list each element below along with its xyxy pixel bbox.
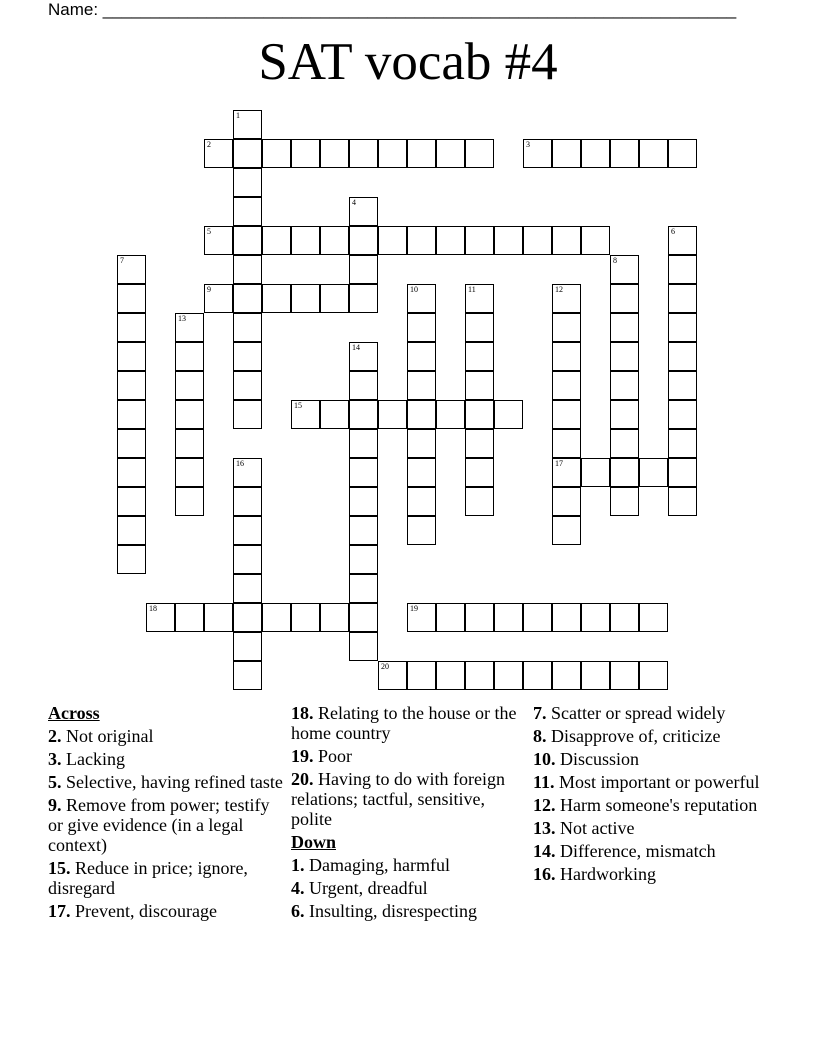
clue-number-label: 7. [533,703,547,723]
clue-item [48,795,284,855]
clue-number: 7 [120,256,124,265]
grid-cell[interactable] [552,371,581,400]
grid-cell[interactable] [552,429,581,458]
clue-number-label: 5. [48,772,62,792]
grid-cell[interactable] [639,458,668,487]
clue-number: 4 [352,198,356,207]
grid-cell[interactable] [291,226,320,255]
grid-cell[interactable] [552,313,581,342]
grid-cell[interactable] [407,516,436,545]
grid-cell[interactable] [233,139,262,168]
grid-cell[interactable] [233,400,262,429]
clue-text: Damaging, harmful [304,855,450,875]
grid-cell[interactable] [175,603,204,632]
grid-cell[interactable] [349,545,378,574]
clue-item [533,703,769,723]
clue-number-label: 1. [291,855,305,875]
grid-cell[interactable] [233,313,262,342]
clue-number-label: 4. [291,878,305,898]
grid-cell[interactable] [436,139,465,168]
clue-item [291,746,527,766]
clue-item [291,769,527,829]
grid-cell[interactable] [668,371,697,400]
grid-cell[interactable] [349,342,378,371]
grid-cell[interactable] [349,429,378,458]
grid-cell[interactable] [175,458,204,487]
grid-cell[interactable] [291,603,320,632]
grid-cell[interactable] [233,545,262,574]
clue-text: Relating to the house or the home country [291,703,517,743]
grid-cell[interactable] [233,110,262,139]
grid-cell[interactable] [117,516,146,545]
clue-number: 20 [381,662,389,671]
grid-cell[interactable] [233,371,262,400]
grid-cell[interactable] [668,226,697,255]
clue-number: 12 [555,285,563,294]
grid-cell[interactable] [117,371,146,400]
grid-cell[interactable] [639,661,668,690]
grid-cell[interactable] [233,458,262,487]
clue-text: Urgent, dreadful [304,878,428,898]
clue-item [48,772,284,792]
grid-cell[interactable] [465,603,494,632]
clue-number-label: 14. [533,841,556,861]
grid-cell[interactable] [610,603,639,632]
clue-text: Scatter or spread widely [546,703,726,723]
clue-item [291,901,527,921]
grid-cell[interactable] [233,255,262,284]
grid-cell[interactable] [262,226,291,255]
grid-cell[interactable] [233,603,262,632]
clue-number-label: 11. [533,772,555,792]
grid-cell[interactable] [407,487,436,516]
clue-item [48,858,284,898]
grid-cell[interactable] [204,284,233,313]
clue-number: 2 [207,140,211,149]
grid-cell[interactable] [407,342,436,371]
grid-cell[interactable] [465,487,494,516]
clue-number: 5 [207,227,211,236]
grid-cell[interactable] [639,139,668,168]
grid-cell[interactable] [668,284,697,313]
grid-cell[interactable] [436,400,465,429]
grid-cell[interactable] [262,139,291,168]
grid-cell[interactable] [407,226,436,255]
grid-cell[interactable] [349,284,378,313]
clue-number: 8 [613,256,617,265]
grid-cell[interactable] [204,603,233,632]
grid-cell[interactable] [494,400,523,429]
clue-text: Difference, mismatch [555,841,716,861]
clue-number: 1 [236,111,240,120]
grid-cell[interactable] [233,197,262,226]
clue-number-label: 16. [533,864,556,884]
grid-cell[interactable] [668,429,697,458]
clue-number-label: 3. [48,749,62,769]
clue-text: Discussion [555,749,640,769]
clue-text: Remove from power; testify or give evidence (in a legal context) [48,795,270,855]
clue-number-label: 13. [533,818,556,838]
clue-column-3 [533,703,769,887]
grid-cell[interactable] [320,400,349,429]
grid-cell[interactable] [552,487,581,516]
grid-cell[interactable] [349,400,378,429]
clue-item [291,878,527,898]
grid-cell[interactable] [552,400,581,429]
grid-cell[interactable] [175,429,204,458]
clue-number: 11 [468,285,476,294]
grid-cell[interactable] [349,603,378,632]
clue-number: 3 [526,140,530,149]
clue-number: 19 [410,604,418,613]
grid-cell[interactable] [465,342,494,371]
grid-cell[interactable] [349,255,378,284]
grid-cell[interactable] [552,603,581,632]
grid-cell[interactable] [349,371,378,400]
page-title: SAT vocab #4 [258,33,558,91]
grid-cell[interactable] [175,371,204,400]
grid-cell[interactable] [494,661,523,690]
grid-cell[interactable] [610,313,639,342]
grid-cell[interactable] [378,226,407,255]
grid-cell[interactable] [494,226,523,255]
grid-cell[interactable] [581,139,610,168]
grid-cell[interactable] [146,603,175,632]
grid-cell[interactable] [436,661,465,690]
grid-cell[interactable] [407,139,436,168]
clue-text: Not active [555,818,635,838]
grid-cell[interactable] [117,545,146,574]
grid-cell[interactable] [233,516,262,545]
grid-cell[interactable] [117,255,146,284]
grid-cell[interactable] [349,487,378,516]
clue-text: Poor [313,746,353,766]
clue-text: Lacking [61,749,125,769]
grid-cell[interactable] [320,226,349,255]
grid-cell[interactable] [610,661,639,690]
grid-cell[interactable] [465,661,494,690]
grid-cell[interactable] [465,139,494,168]
grid-cell[interactable] [262,603,291,632]
clue-number-label: 15. [48,858,71,878]
grid-cell[interactable] [291,139,320,168]
grid-cell[interactable] [552,139,581,168]
grid-cell[interactable] [552,342,581,371]
clue-number-label: 6. [291,901,305,921]
clue-column-1 [48,703,284,924]
clue-number-label: 18. [291,703,314,723]
clue-number: 17 [555,459,563,468]
grid-cell[interactable] [465,429,494,458]
grid-cell[interactable] [233,632,262,661]
grid-cell[interactable] [407,284,436,313]
grid-cell[interactable] [291,400,320,429]
grid-cell[interactable] [610,342,639,371]
grid-cell[interactable] [552,661,581,690]
name-field-label: Name: ___________________________________________________________________ [48,0,737,19]
grid-cell[interactable] [349,458,378,487]
grid-cell[interactable] [349,516,378,545]
clue-item [48,726,284,746]
grid-cell[interactable] [233,342,262,371]
clue-item [533,772,769,792]
clue-text: Hardworking [555,864,656,884]
grid-cell[interactable] [233,168,262,197]
grid-cell[interactable] [523,139,552,168]
grid-cell[interactable] [117,429,146,458]
clue-text: Disapprove of, criticize [546,726,721,746]
grid-cell[interactable] [117,342,146,371]
grid-cell[interactable] [117,284,146,313]
clue-item [533,841,769,861]
grid-cell[interactable] [523,603,552,632]
clue-number-label: 20. [291,769,314,789]
grid-cell[interactable] [233,661,262,690]
clue-number: 14 [352,343,360,352]
clue-item [533,795,769,815]
grid-cell[interactable] [320,603,349,632]
grid-cell[interactable] [117,313,146,342]
grid-cell[interactable] [610,139,639,168]
grid-cell[interactable] [175,487,204,516]
grid-cell[interactable] [610,284,639,313]
grid-cell[interactable] [320,139,349,168]
grid-cell[interactable] [668,458,697,487]
clue-number-label: 8. [533,726,547,746]
clue-item [48,901,284,921]
grid-cell[interactable] [117,458,146,487]
clue-number-label: 10. [533,749,556,769]
clue-item [291,703,527,743]
clue-number-label: 19. [291,746,314,766]
grid-cell[interactable] [175,313,204,342]
grid-cell[interactable] [668,400,697,429]
grid-cell[interactable] [668,342,697,371]
clue-number: 6 [671,227,675,236]
grid-cell[interactable] [465,284,494,313]
grid-cell[interactable] [610,487,639,516]
clue-text: Harm someone's reputation [555,795,758,815]
grid-cell[interactable] [465,400,494,429]
grid-cell[interactable] [204,226,233,255]
grid-cell[interactable] [436,226,465,255]
grid-cell[interactable] [233,226,262,255]
grid-cell[interactable] [349,226,378,255]
grid-cell[interactable] [378,400,407,429]
grid-cell[interactable] [117,400,146,429]
clue-text: Reduce in price; ignore, disregard [48,858,248,898]
grid-cell[interactable] [407,400,436,429]
clue-number: 9 [207,285,211,294]
across-heading: Across [48,703,100,723]
grid-cell[interactable] [581,603,610,632]
grid-cell[interactable] [610,371,639,400]
grid-cell[interactable] [349,632,378,661]
grid-cell[interactable] [378,661,407,690]
clue-item [291,855,527,875]
clue-item [48,749,284,769]
grid-cell[interactable] [320,284,349,313]
grid-cell[interactable] [668,313,697,342]
grid-cell[interactable] [552,458,581,487]
grid-cell[interactable] [204,139,233,168]
grid-cell[interactable] [436,603,465,632]
grid-cell[interactable] [233,574,262,603]
grid-cell[interactable] [668,139,697,168]
grid-cell[interactable] [610,458,639,487]
clue-text: Selective, having refined taste [61,772,283,792]
grid-cell[interactable] [378,139,407,168]
clue-item [533,726,769,746]
grid-cell[interactable] [639,603,668,632]
grid-cell[interactable] [465,458,494,487]
grid-cell[interactable] [610,429,639,458]
clue-number-label: 17. [48,901,71,921]
clue-text: Having to do with foreign relations; tactful, sensitive, polite [291,769,505,829]
grid-cell[interactable] [523,226,552,255]
grid-cell[interactable] [407,371,436,400]
clue-number-label: 12. [533,795,556,815]
grid-cell[interactable] [494,603,523,632]
clue-text: Insulting, disrespecting [304,901,477,921]
grid-cell[interactable] [175,342,204,371]
clue-text: Not original [61,726,154,746]
clue-item [533,818,769,838]
clue-number: 18 [149,604,157,613]
grid-cell[interactable] [581,226,610,255]
grid-cell[interactable] [610,400,639,429]
clue-number: 10 [410,285,418,294]
grid-cell[interactable] [407,458,436,487]
clue-number-label: 9. [48,795,62,815]
grid-cell[interactable] [668,487,697,516]
grid-cell[interactable] [552,226,581,255]
clue-text: Most important or powerful [554,772,760,792]
grid-cell[interactable] [552,516,581,545]
grid-cell[interactable] [349,574,378,603]
clue-column-2 [291,703,527,924]
grid-cell[interactable] [610,255,639,284]
grid-cell[interactable] [349,139,378,168]
clue-text: Prevent, discourage [70,901,217,921]
grid-cell[interactable] [233,487,262,516]
grid-cell[interactable] [407,661,436,690]
grid-cell[interactable] [117,487,146,516]
grid-cell[interactable] [349,197,378,226]
clue-number: 15 [294,401,302,410]
grid-cell[interactable] [581,458,610,487]
clue-number-label: 2. [48,726,62,746]
grid-cell[interactable] [233,284,262,313]
clue-number: 16 [236,459,244,468]
grid-cell[interactable] [407,313,436,342]
grid-cell[interactable] [465,313,494,342]
grid-cell[interactable] [465,226,494,255]
grid-cell[interactable] [175,400,204,429]
clue-item [533,864,769,884]
clue-number: 13 [178,314,186,323]
grid-cell[interactable] [523,661,552,690]
clue-item [533,749,769,769]
grid-cell[interactable] [465,371,494,400]
grid-cell[interactable] [407,429,436,458]
grid-cell[interactable] [291,284,320,313]
grid-cell[interactable] [552,284,581,313]
grid-cell[interactable] [668,255,697,284]
grid-cell[interactable] [407,603,436,632]
grid-cell[interactable] [262,284,291,313]
grid-cell[interactable] [581,661,610,690]
down-heading: Down [291,832,337,852]
